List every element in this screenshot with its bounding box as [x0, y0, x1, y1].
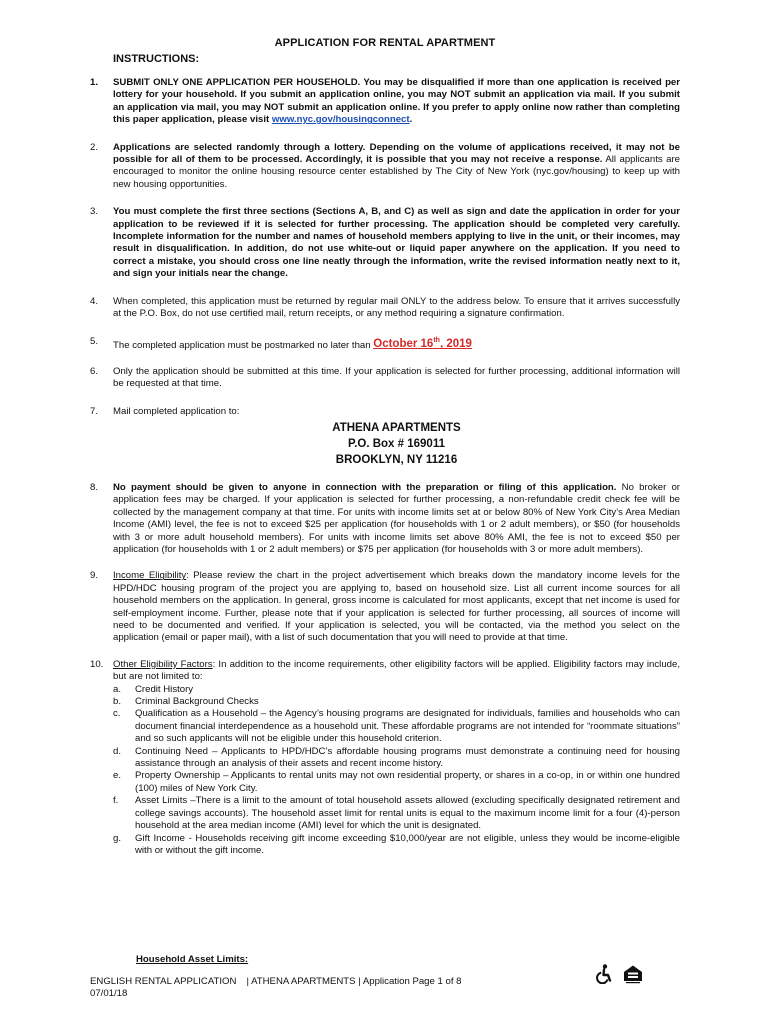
instructions-list — [90, 77, 680, 857]
list-letter: f. — [113, 795, 119, 807]
instruction-item-6 — [90, 366, 680, 391]
instruction-item-8 — [90, 482, 680, 556]
instruction-item-5 — [90, 336, 680, 352]
instruction-item-3 — [90, 206, 680, 280]
deadline-month: October 16 — [373, 338, 434, 351]
list-text: Asset Limits –There is a limit to the amount of total household assets allowed (excluding specifically designated retirement and college savings accounts). The household asset limit for rental units is equal to the maximum income limit for a four (4)-person household at the area median income (AMI) level for which the unit is designated. — [135, 795, 680, 832]
item-text: No broker or application fees may be charged. If your application is selected for further processing, a non-refundable credit check fee will be collected by the management company at that time. For units with income limits set at or below 80% of New York City’s Area Median Income (AMI) level, the fee is not to exceed $25 per application (for households with 1 or 2 adult members), or $50 (for households with 3 or more adult household members). For units with income limits set above 80% AMI, the fee is not to exceed $50 per application (for households with 1 or 2 adult members) or $75 per application (for households with 3 or more adult members). — [113, 481, 680, 555]
address-name: ATHENA APARTMENTS — [332, 421, 461, 434]
item-text: The completed application must be postmarked no later than — [113, 339, 374, 351]
item-number: 3. — [90, 206, 99, 218]
instruction-item-9 — [90, 570, 680, 644]
item-text: SUBMIT ONLY ONE APPLICATION PER HOUSEHOLD. You may be disqualified if more than one application is received per lottery for your household. If you submit an application online, you may NOT submit an application via mail. If you submit an application via mail, you may NOT submit an application online. If you prefer to apply online now rather than completing this paper application, please visit — [113, 77, 680, 126]
list-item — [113, 696, 680, 708]
address-box: P.O. Box # 169011 — [348, 437, 445, 450]
list-letter: e. — [113, 770, 122, 782]
list-letter: g. — [113, 832, 122, 844]
mailing-address — [113, 420, 680, 468]
item-text: All applicants are encouraged to monitor the online housing resource center established by The City of New York (nyc.gov/housing) to keep up with new housing opportunities. — [113, 154, 681, 190]
equal-housing-opportunity-icon — [622, 964, 644, 989]
item-number: 8. — [90, 481, 99, 493]
item-text: When completed, this application must be returned by regular mail ONLY to the address below. To ensure that it arrives successfully at the P.O. Box, do not use certified mail, return receipts, or any method requiring a signature confirmation. — [113, 295, 680, 320]
item-number: 4. — [90, 295, 99, 307]
list-letter: a. — [113, 683, 122, 695]
list-text: Credit History — [135, 683, 194, 695]
footer-page-info: | ATHENA APARTMENTS | Application Page 1 of 8 — [246, 976, 462, 987]
deadline-suffix: th — [433, 337, 440, 345]
instruction-item-1 — [90, 77, 680, 127]
footer-application-name: ENGLISH RENTAL APPLICATION — [90, 976, 237, 987]
item-text: Only the application should be submitted at this time. If your application is selected for further processing, additional information will be requested at that time. — [113, 365, 680, 390]
list-text: Qualification as a Household – the Agency’s housing programs are designated for individuals, families and households who can document financial interdependence as a household unit. These affordable programs are not intended for “roommate situations” and so such applicants will not be eligible under this household criterion. — [135, 708, 680, 745]
instruction-item-10 — [90, 659, 680, 858]
instructions-heading: INSTRUCTIONS: — [113, 53, 200, 65]
list-letter: b. — [113, 696, 122, 708]
item-text: You must complete the first three sections (Sections A, B, and C) as well as sign and date the application in order for your application to be reviewed if it is selected for further processing. The application should be completed very carefully. Incomplete information for the number and names of household members applying to live in the unit, or their incomes, may result in disqualification. In addition, do not use white-out or liquid paper anywhere on the application. If you need to correct a mistake, you should cross one line neatly through the information, write the revised information neatly next to it, and sign your initials near the change. — [113, 206, 680, 280]
list-letter: c. — [113, 708, 121, 720]
item-end: . — [409, 114, 413, 126]
list-text: Continuing Need – Applicants to HPD/HDC’s affordable housing programs must demonstrate a continuing need for housing assistance through an analysis of their assets and recent income history. — [135, 745, 680, 770]
item-number: 10. — [90, 658, 104, 670]
list-text: Criminal Background Checks — [135, 696, 259, 708]
item-number: 2. — [90, 141, 99, 153]
housingconnect-link[interactable]: www.nyc.gov/housingconnect — [271, 114, 410, 126]
list-item — [113, 746, 680, 771]
list-item — [113, 770, 680, 795]
list-item — [113, 833, 680, 858]
deadline-year: , 2019 — [439, 338, 472, 351]
address-city: BROOKLYN, NY 11216 — [335, 453, 458, 466]
list-item — [113, 708, 680, 745]
household-asset-limits-heading: Household Asset Limits: — [136, 954, 249, 965]
instruction-item-4 — [90, 296, 680, 321]
item-text: : In addition to the income requirements, other eligibility factors will be applied. Eligibility factors may include, but are not limited to: — [113, 658, 680, 683]
item-text: : Please review the chart in the project advertisement which breaks down the mandatory income levels for the HPD/HDC housing program of the project you are applying to, based on household size. List all current income sources for all household members on the application. In general, gross income is calculated for most applicants, except that net income is used for self-employment income. Further, please note that if your application is selected for further processing, all sources of income will need to be documented and verified. If your application is selected, you will be contacted, via the method you select on the application (email or paper mail), with a list of such documentation that you will need to provide at that time. — [113, 570, 681, 644]
item-text-bold: No payment should be given to anyone in connection with the preparation or filing of this application. — [113, 481, 617, 493]
postmark-deadline — [373, 338, 472, 350]
list-letter: d. — [113, 745, 122, 757]
page-title: APPLICATION FOR RENTAL APARTMENT — [274, 37, 496, 49]
item-number: 7. — [90, 405, 99, 417]
item-number: 5. — [90, 335, 99, 347]
item-heading: Income Eligibility — [113, 570, 187, 582]
list-text: Property Ownership – Applicants to rental units may not own residential property, or shares in a co-op, in or within one hundred (100) miles of New York City. — [135, 770, 680, 794]
list-item — [113, 795, 680, 832]
page-footer — [90, 976, 462, 1000]
eligibility-factor-list — [113, 684, 680, 858]
footer-icons — [594, 964, 644, 989]
instruction-item-2 — [90, 142, 680, 192]
accessibility-icon — [594, 964, 614, 989]
item-number: 6. — [90, 365, 99, 377]
list-text: Gift Income - Households receiving gift income exceeding $10,000/year are not eligible, unless they would be income-eligible with or without the gift income. — [135, 832, 680, 856]
instruction-item-7 — [90, 406, 680, 468]
item-text: Mail completed application to: — [113, 405, 240, 417]
item-text-bold: Applications are selected randomly through a lottery. Depending on the volume of applications received, it may not be possible for all of them to be processed. Accordingly, it is possible that you may not receive a response. — [113, 141, 680, 166]
item-heading: Other Eligibility Factors — [113, 658, 213, 670]
footer-date: 07/01/18 — [90, 988, 128, 999]
list-item — [113, 684, 680, 696]
item-number: 9. — [90, 570, 99, 582]
item-number: 1. — [90, 77, 99, 88]
